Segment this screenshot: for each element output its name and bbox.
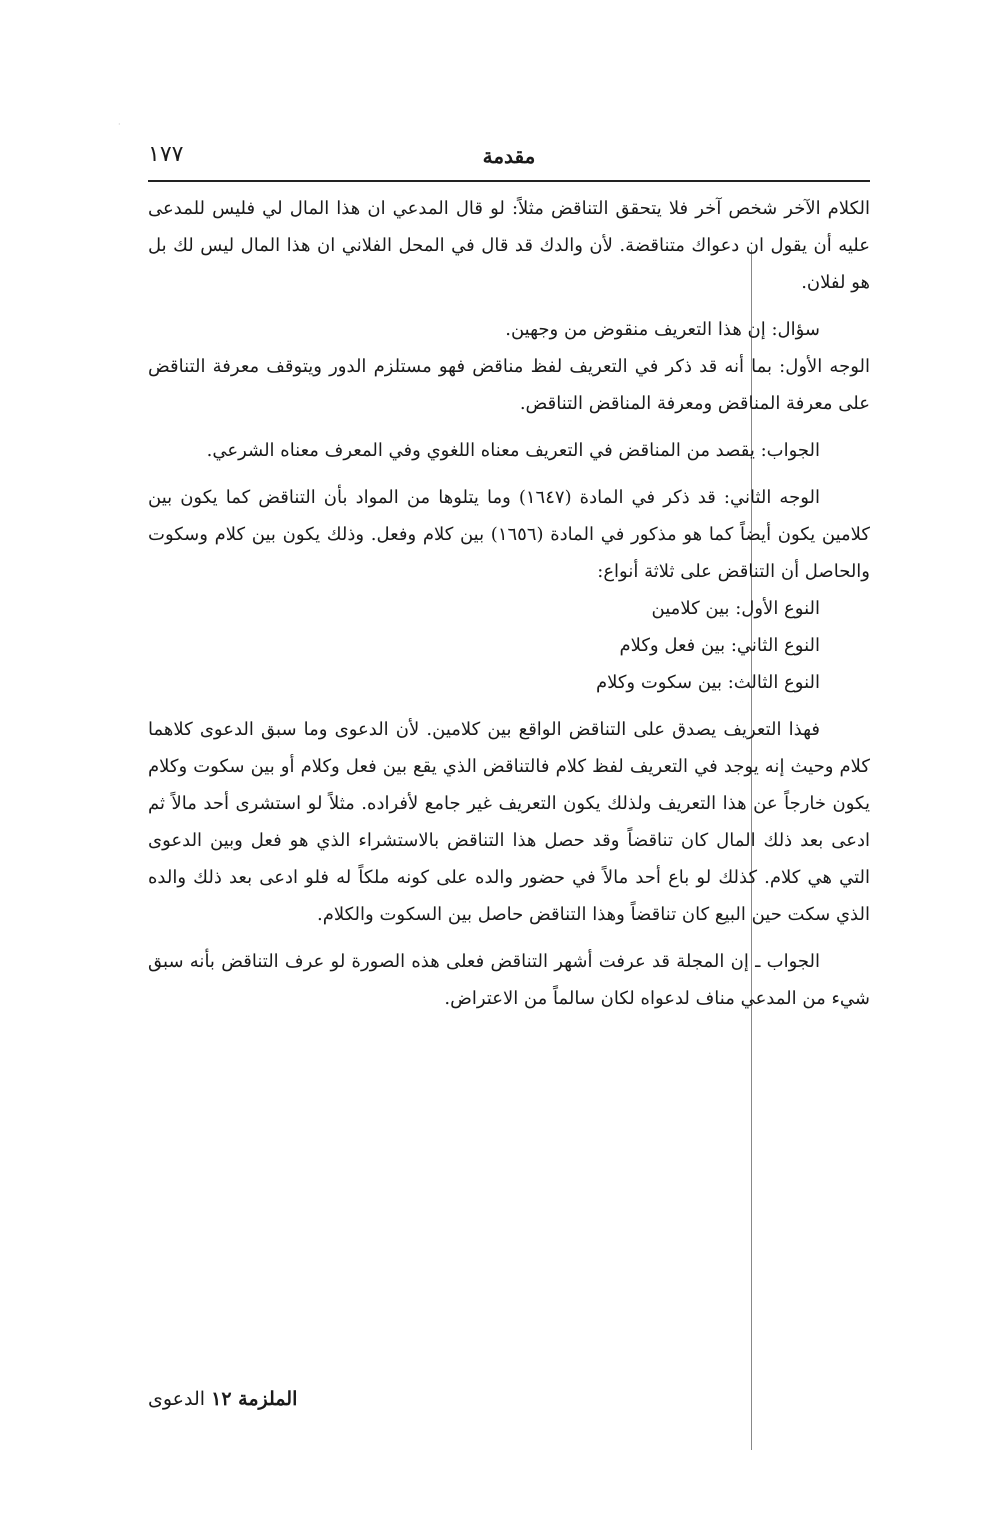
paragraph-first-aspect: الوجه الأول: بما أنه قد ذكر في التعريف لفظ مناقض فهو مستلزم الدور ويتوقف معرفة التناقض على معرفة المناقض ومعرفة المناقض التناقض.: [148, 356, 870, 414]
paragraph-second-aspect: الوجه الثاني: قد ذكر في المادة (١٦٤٧) وما يتلوها من المواد بأن التناقض كما يكون بين كلامين يكون أيضاً كما هو مذكور في المادة (١٦٥٦) بين كلام وفعل. وذلك يكون بين كلام وسكوت والحاصل أن التناقض على ثلاثة أنواع:: [148, 487, 870, 582]
paragraph-intro: الكلام الآخر شخص آخر فلا يتحقق التناقض مثلاً: لو قال المدعي ان هذا المال لي فليس للمدعى عليه أن يقول ان دعواك متناقضة. لأن والدك قد قال في المحل الفلاني ان هذا المال ليس لك بل هو لفلان.: [148, 198, 870, 293]
page-number: ١٧٧: [148, 142, 184, 167]
paragraph-answer-1: الجواب: يقصد من المناقض في التعريف معناه اللغوي وفي المعرف معناه الشرعي.: [206, 440, 820, 461]
paragraph-answer-2: الجواب ـ إن المجلة قد عرفت أشهر التناقض فعلى هذه الصورة لو عرف التناقض بأنه سبق شيء من المدعي مناف لدعواه لكان سالماً من الاعتراض.: [148, 951, 870, 1009]
scan-speck: ·: [118, 120, 121, 129]
list-item-type-1: النوع الأول: بين كلامين: [651, 598, 820, 619]
header-rule: [148, 180, 870, 182]
paragraph-definition-analysis: فهذا التعريف يصدق على التناقض الواقع بين كلامين. لأن الدعوى وما سبق الدعوى كلاهما كلام وحيث إنه يوجد في التعريف لفظ كلام فالتناقض الذي يقع بين فعل وكلام أو بين سكوت وكلام يكون خارجاً عن هذا التعريف ولذلك يكون التعريف غير جامع لأفراده. مثلاً لو استشرى أحد مالاً ثم ادعى بعد ذلك المال كان تناقضاً وقد حصل هذا التناقض بالاستشراء الذي هو فعل وبين الدعوى التي هي كلام. كذلك لو باع أحد مالاً في حضور والده على كونه ملكاً له فلو ادعى بعد ذلك والده الذي سكت حين البيع كان تناقضاً وهذا التناقض حاصل بين السكوت والكلام.: [148, 719, 870, 925]
page-title: مقدمة: [482, 144, 536, 168]
page-header: [148, 140, 870, 176]
footer-signature: [148, 1388, 297, 1410]
footer-signature-bold: الملزمة ١٢: [211, 1388, 298, 1410]
paragraph-question: سؤال: إن هذا التعريف منقوض من وجهين.: [505, 319, 820, 340]
list-item-type-3: النوع الثالث: بين سكوت وكلام: [595, 672, 820, 693]
body-text: [148, 190, 870, 1017]
footer-signature-rest: الدعوى: [148, 1388, 206, 1410]
list-item-type-2: النوع الثاني: بين فعل وكلام: [619, 635, 820, 656]
